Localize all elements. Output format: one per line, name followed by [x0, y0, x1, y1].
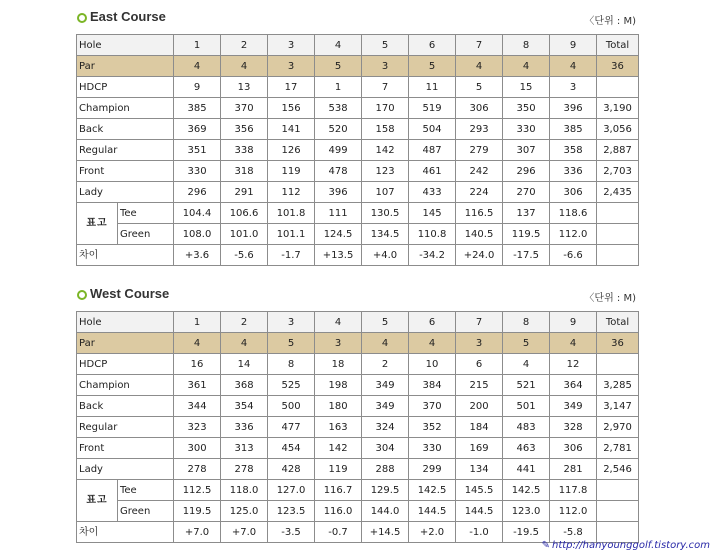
west-hole-number: 7	[456, 312, 503, 333]
east-front-cell: 461	[409, 161, 456, 182]
east-tee-cell: 130.5	[362, 203, 409, 224]
east-regular-cell: 2,887	[597, 140, 639, 161]
east-course-section	[76, 8, 638, 266]
east-hdcp-cell: 11	[409, 77, 456, 98]
west-hole-number: 6	[409, 312, 456, 333]
east-hole-number: 5	[362, 35, 409, 56]
west-regular-label: Regular	[77, 417, 174, 438]
west-hole-label: Hole	[77, 312, 174, 333]
east-back-cell: 141	[268, 119, 315, 140]
west-tee-cell: 117.8	[550, 480, 597, 501]
east-regular-cell: 279	[456, 140, 503, 161]
east-front-cell: 336	[550, 161, 597, 182]
east-regular-cell: 358	[550, 140, 597, 161]
east-row-hdcp	[77, 77, 639, 98]
west-diff-label: 차이	[77, 522, 174, 543]
east-front-cell: 242	[456, 161, 503, 182]
east-tee-cell: 101.8	[268, 203, 315, 224]
east-tee-cell: 104.4	[174, 203, 221, 224]
west-regular-cell: 323	[174, 417, 221, 438]
west-tee-cell: 129.5	[362, 480, 409, 501]
west-diff-cell: -0.7	[315, 522, 362, 543]
west-par-cell: 4	[409, 333, 456, 354]
east-hole-number: 8	[503, 35, 550, 56]
east-par-cell: 4	[550, 56, 597, 77]
east-row-front	[77, 161, 639, 182]
west-green-cell: 112.0	[550, 501, 597, 522]
east-hole-number: 3	[268, 35, 315, 56]
east-hdcp-label: HDCP	[77, 77, 174, 98]
east-regular-cell: 351	[174, 140, 221, 161]
east-total-header: Total	[597, 35, 639, 56]
west-par-cell: 36	[597, 333, 639, 354]
east-champion-cell: 385	[174, 98, 221, 119]
west-row-hole	[77, 312, 639, 333]
east-green-label: Green	[118, 224, 174, 245]
west-green-label: Green	[118, 501, 174, 522]
east-champion-cell: 538	[315, 98, 362, 119]
east-par-cell: 3	[268, 56, 315, 77]
east-diff-cell: -5.6	[221, 245, 268, 266]
east-regular-label: Regular	[77, 140, 174, 161]
west-course-table	[76, 311, 639, 543]
west-lady-cell: 2,546	[597, 459, 639, 480]
west-back-cell: 3,147	[597, 396, 639, 417]
west-lady-cell: 278	[174, 459, 221, 480]
west-back-cell: 349	[550, 396, 597, 417]
west-diff-cell: +7.0	[174, 522, 221, 543]
east-green-cell: 110.8	[409, 224, 456, 245]
east-back-cell: 385	[550, 119, 597, 140]
east-champion-cell: 350	[503, 98, 550, 119]
east-hole-number: 6	[409, 35, 456, 56]
west-par-cell: 5	[503, 333, 550, 354]
east-hdcp-cell	[597, 77, 639, 98]
east-lady-label: Lady	[77, 182, 174, 203]
west-hdcp-cell: 4	[503, 354, 550, 375]
east-hole-number: 2	[221, 35, 268, 56]
west-lady-cell: 288	[362, 459, 409, 480]
east-course-title: East Course	[90, 9, 166, 24]
east-back-cell: 369	[174, 119, 221, 140]
west-green-cell: 123.0	[503, 501, 550, 522]
east-par-cell: 4	[221, 56, 268, 77]
west-par-label: Par	[77, 333, 174, 354]
west-hdcp-cell: 18	[315, 354, 362, 375]
east-par-cell: 4	[503, 56, 550, 77]
west-champion-label: Champion	[77, 375, 174, 396]
east-back-cell: 520	[315, 119, 362, 140]
west-total-header: Total	[597, 312, 639, 333]
east-diff-cell: -1.7	[268, 245, 315, 266]
west-par-cell: 4	[174, 333, 221, 354]
east-hole-number: 4	[315, 35, 362, 56]
east-hole-number: 1	[174, 35, 221, 56]
west-champion-cell: 198	[315, 375, 362, 396]
east-regular-cell: 307	[503, 140, 550, 161]
east-course-header	[76, 8, 638, 34]
east-front-cell: 119	[268, 161, 315, 182]
east-par-cell: 5	[409, 56, 456, 77]
east-green-cell: 101.0	[221, 224, 268, 245]
bullet-circle-icon	[77, 290, 87, 300]
west-green-cell: 144.5	[456, 501, 503, 522]
west-champion-cell: 364	[550, 375, 597, 396]
east-back-cell: 504	[409, 119, 456, 140]
west-lady-cell: 134	[456, 459, 503, 480]
watermark-text: http://hanyounggolf.tistory.com	[551, 540, 710, 551]
west-champion-cell: 349	[362, 375, 409, 396]
west-tee-cell: 112.5	[174, 480, 221, 501]
east-course-table	[76, 34, 639, 266]
west-tee-cell: 127.0	[268, 480, 315, 501]
east-green-cell: 108.0	[174, 224, 221, 245]
unit-label: 〈단위 : M)	[584, 16, 636, 27]
west-front-cell: 304	[362, 438, 409, 459]
east-back-cell: 158	[362, 119, 409, 140]
east-hdcp-cell: 1	[315, 77, 362, 98]
west-front-cell: 454	[268, 438, 315, 459]
east-regular-cell: 142	[362, 140, 409, 161]
east-tee-label: Tee	[118, 203, 174, 224]
west-regular-cell: 483	[503, 417, 550, 438]
east-par-cell: 36	[597, 56, 639, 77]
west-hdcp-cell: 8	[268, 354, 315, 375]
west-hdcp-cell: 2	[362, 354, 409, 375]
east-green-cell: 134.5	[362, 224, 409, 245]
west-diff-cell: -3.5	[268, 522, 315, 543]
east-diff-cell: +4.0	[362, 245, 409, 266]
west-course-header	[76, 285, 638, 311]
east-regular-cell: 487	[409, 140, 456, 161]
west-champion-cell: 361	[174, 375, 221, 396]
west-tee-cell	[597, 480, 639, 501]
west-lady-cell: 278	[221, 459, 268, 480]
west-tee-cell: 118.0	[221, 480, 268, 501]
west-row-regular	[77, 417, 639, 438]
east-par-cell: 3	[362, 56, 409, 77]
east-par-cell: 4	[174, 56, 221, 77]
west-hdcp-cell: 14	[221, 354, 268, 375]
west-row-back	[77, 396, 639, 417]
west-back-cell: 500	[268, 396, 315, 417]
west-par-cell: 4	[221, 333, 268, 354]
east-diff-cell: -34.2	[409, 245, 456, 266]
west-regular-cell: 184	[456, 417, 503, 438]
west-course-section	[76, 285, 638, 543]
west-hdcp-cell: 10	[409, 354, 456, 375]
east-tee-cell: 118.6	[550, 203, 597, 224]
west-diff-cell: -19.5	[503, 522, 550, 543]
east-front-cell: 478	[315, 161, 362, 182]
west-diff-cell: -1.0	[456, 522, 503, 543]
west-green-cell: 144.5	[409, 501, 456, 522]
east-lady-cell: 2,435	[597, 182, 639, 203]
west-regular-cell: 477	[268, 417, 315, 438]
east-diff-cell: -6.6	[550, 245, 597, 266]
west-row-front	[77, 438, 639, 459]
east-champion-cell: 156	[268, 98, 315, 119]
east-hdcp-cell: 3	[550, 77, 597, 98]
west-green-cell: 123.5	[268, 501, 315, 522]
west-par-cell: 4	[550, 333, 597, 354]
west-champion-cell: 384	[409, 375, 456, 396]
pen-icon: ✎	[541, 540, 550, 551]
west-front-cell: 306	[550, 438, 597, 459]
east-regular-cell: 126	[268, 140, 315, 161]
west-front-cell: 169	[456, 438, 503, 459]
west-front-cell: 2,781	[597, 438, 639, 459]
east-diff-cell: -17.5	[503, 245, 550, 266]
east-diff-cell: +13.5	[315, 245, 362, 266]
east-champion-label: Champion	[77, 98, 174, 119]
west-hdcp-cell: 6	[456, 354, 503, 375]
west-green-cell: 119.5	[174, 501, 221, 522]
bullet-circle-icon	[77, 13, 87, 23]
west-back-cell: 501	[503, 396, 550, 417]
unit-label: 〈단위 : M)	[584, 293, 636, 304]
west-green-cell: 125.0	[221, 501, 268, 522]
east-tee-cell: 145	[409, 203, 456, 224]
west-front-cell: 330	[409, 438, 456, 459]
west-regular-cell: 336	[221, 417, 268, 438]
west-diff-cell: -5.8	[550, 522, 597, 543]
east-lady-cell: 306	[550, 182, 597, 203]
west-diff-cell: +7.0	[221, 522, 268, 543]
west-row-hdcp	[77, 354, 639, 375]
east-par-cell: 4	[456, 56, 503, 77]
east-champion-cell: 519	[409, 98, 456, 119]
east-champion-cell: 3,190	[597, 98, 639, 119]
west-diff-cell: +2.0	[409, 522, 456, 543]
west-champion-cell: 3,285	[597, 375, 639, 396]
west-champion-cell: 525	[268, 375, 315, 396]
east-champion-cell: 306	[456, 98, 503, 119]
east-regular-cell: 338	[221, 140, 268, 161]
west-lady-cell: 428	[268, 459, 315, 480]
west-back-cell: 200	[456, 396, 503, 417]
east-back-cell: 330	[503, 119, 550, 140]
west-diff-cell: +14.5	[362, 522, 409, 543]
west-regular-cell: 328	[550, 417, 597, 438]
west-champion-cell: 521	[503, 375, 550, 396]
elevation-label: 표고	[77, 203, 118, 245]
west-hole-number: 2	[221, 312, 268, 333]
east-regular-cell: 499	[315, 140, 362, 161]
west-hole-number: 4	[315, 312, 362, 333]
east-front-cell: 318	[221, 161, 268, 182]
west-lady-cell: 281	[550, 459, 597, 480]
east-lady-cell: 291	[221, 182, 268, 203]
east-diff-cell: +24.0	[456, 245, 503, 266]
west-back-cell: 354	[221, 396, 268, 417]
west-row-par	[77, 333, 639, 354]
west-hdcp-cell: 12	[550, 354, 597, 375]
east-green-cell: 101.1	[268, 224, 315, 245]
east-par-label: Par	[77, 56, 174, 77]
east-hdcp-cell: 9	[174, 77, 221, 98]
west-lady-cell: 119	[315, 459, 362, 480]
east-par-cell: 5	[315, 56, 362, 77]
east-diff-cell	[597, 245, 639, 266]
east-champion-cell: 170	[362, 98, 409, 119]
east-tee-cell: 111	[315, 203, 362, 224]
east-green-cell: 140.5	[456, 224, 503, 245]
east-champion-cell: 370	[221, 98, 268, 119]
east-row-regular	[77, 140, 639, 161]
east-hdcp-cell: 15	[503, 77, 550, 98]
west-tee-cell: 145.5	[456, 480, 503, 501]
east-hole-number: 9	[550, 35, 597, 56]
west-champion-cell: 368	[221, 375, 268, 396]
west-regular-cell: 163	[315, 417, 362, 438]
west-green-cell	[597, 501, 639, 522]
east-hole-label: Hole	[77, 35, 174, 56]
west-course-title: West Course	[90, 286, 170, 301]
east-front-cell: 296	[503, 161, 550, 182]
east-hdcp-cell: 17	[268, 77, 315, 98]
east-row-hole	[77, 35, 639, 56]
west-front-cell: 300	[174, 438, 221, 459]
east-tee-cell: 116.5	[456, 203, 503, 224]
east-front-label: Front	[77, 161, 174, 182]
east-row-tee	[77, 203, 639, 224]
west-row-tee	[77, 480, 639, 501]
west-tee-cell: 142.5	[409, 480, 456, 501]
west-regular-cell: 2,970	[597, 417, 639, 438]
west-front-cell: 463	[503, 438, 550, 459]
east-hdcp-cell: 5	[456, 77, 503, 98]
west-hole-number: 9	[550, 312, 597, 333]
east-front-cell: 2,703	[597, 161, 639, 182]
east-lady-cell: 270	[503, 182, 550, 203]
east-back-label: Back	[77, 119, 174, 140]
east-row-champion	[77, 98, 639, 119]
west-back-cell: 344	[174, 396, 221, 417]
west-hole-number: 1	[174, 312, 221, 333]
west-par-cell: 5	[268, 333, 315, 354]
west-lady-cell: 299	[409, 459, 456, 480]
east-tee-cell: 137	[503, 203, 550, 224]
west-tee-cell: 116.7	[315, 480, 362, 501]
west-lady-cell: 441	[503, 459, 550, 480]
west-row-green	[77, 501, 639, 522]
west-tee-label: Tee	[118, 480, 174, 501]
west-regular-cell: 324	[362, 417, 409, 438]
west-hdcp-label: HDCP	[77, 354, 174, 375]
east-hdcp-cell: 7	[362, 77, 409, 98]
east-lady-cell: 112	[268, 182, 315, 203]
east-tee-cell	[597, 203, 639, 224]
west-front-cell: 313	[221, 438, 268, 459]
west-row-lady	[77, 459, 639, 480]
east-row-back	[77, 119, 639, 140]
east-lady-cell: 296	[174, 182, 221, 203]
east-row-lady	[77, 182, 639, 203]
west-green-cell: 144.0	[362, 501, 409, 522]
east-back-cell: 356	[221, 119, 268, 140]
east-lady-cell: 396	[315, 182, 362, 203]
west-green-cell: 116.0	[315, 501, 362, 522]
west-back-cell: 370	[409, 396, 456, 417]
west-hdcp-cell	[597, 354, 639, 375]
east-hole-number: 7	[456, 35, 503, 56]
west-regular-cell: 352	[409, 417, 456, 438]
west-par-cell: 3	[315, 333, 362, 354]
west-row-champion	[77, 375, 639, 396]
elevation-label: 표고	[77, 480, 118, 522]
east-green-cell	[597, 224, 639, 245]
east-front-cell: 330	[174, 161, 221, 182]
east-back-cell: 293	[456, 119, 503, 140]
east-lady-cell: 433	[409, 182, 456, 203]
east-row-par	[77, 56, 639, 77]
west-front-label: Front	[77, 438, 174, 459]
east-lady-cell: 107	[362, 182, 409, 203]
east-champion-cell: 396	[550, 98, 597, 119]
west-back-label: Back	[77, 396, 174, 417]
west-hole-number: 5	[362, 312, 409, 333]
east-row-green	[77, 224, 639, 245]
west-back-cell: 180	[315, 396, 362, 417]
east-diff-cell: +3.6	[174, 245, 221, 266]
east-back-cell: 3,056	[597, 119, 639, 140]
west-hdcp-cell: 16	[174, 354, 221, 375]
west-champion-cell: 215	[456, 375, 503, 396]
west-par-cell: 3	[456, 333, 503, 354]
east-diff-label: 차이	[77, 245, 174, 266]
east-tee-cell: 106.6	[221, 203, 268, 224]
west-back-cell: 349	[362, 396, 409, 417]
blog-watermark	[542, 540, 710, 551]
east-row-diff	[77, 245, 639, 266]
west-tee-cell: 142.5	[503, 480, 550, 501]
east-hdcp-cell: 13	[221, 77, 268, 98]
west-hole-number: 8	[503, 312, 550, 333]
west-lady-label: Lady	[77, 459, 174, 480]
east-green-cell: 119.5	[503, 224, 550, 245]
east-lady-cell: 224	[456, 182, 503, 203]
east-green-cell: 112.0	[550, 224, 597, 245]
east-green-cell: 124.5	[315, 224, 362, 245]
west-front-cell: 142	[315, 438, 362, 459]
west-hole-number: 3	[268, 312, 315, 333]
west-par-cell: 4	[362, 333, 409, 354]
east-front-cell: 123	[362, 161, 409, 182]
